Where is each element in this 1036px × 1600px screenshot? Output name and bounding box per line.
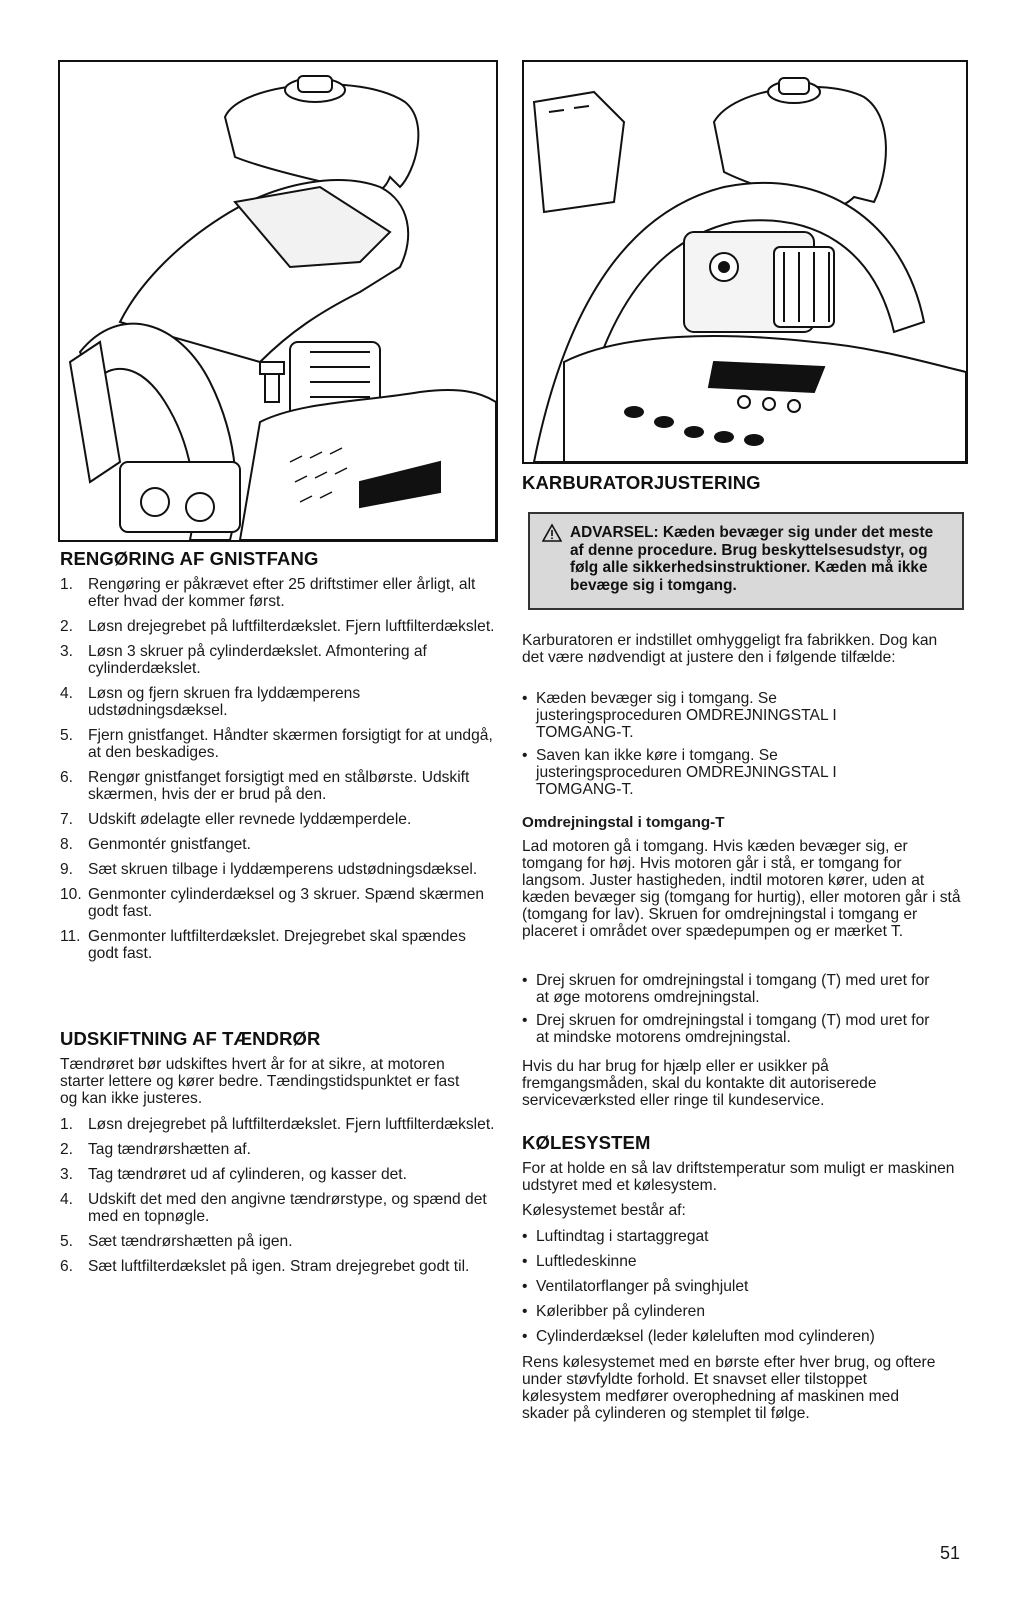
help-text: Hvis du har brug for hjælp eller er usikker på fremgangsmåden, skal du kontakte dit autoriserede serviceværksted eller ringe til kundeservice. [522, 1058, 877, 1109]
list-item: • Drej skruen for omdrejningstal i tomgang (T) mod uret for at mindske motorens omdrejningstal. [522, 1012, 942, 1046]
list-item: 8. Genmontér gnistfanget. [60, 836, 251, 853]
list-item: 2. Løsn drejegrebet på luftfilterdækslet. Fjern luftfilterdækslet. [60, 618, 495, 635]
cooling-bullets [522, 1228, 962, 1353]
idle-speed-bullets [522, 972, 942, 1052]
warning-triangle-icon [542, 523, 562, 543]
list-item: 7. Udskift ødelagte eller revnede lyddæmperdele. [60, 811, 412, 828]
figure-carburetor-adjustment [522, 60, 968, 464]
list-item: 2. Tag tændrørshætten af. [60, 1141, 251, 1158]
list-item: 5. Fjern gnistfanget. Håndter skærmen forsigtigt for at undgå, at den beskadiges. [60, 727, 493, 761]
list-item: • Luftledeskinne [522, 1253, 962, 1270]
list-item: 6. Sæt luftfilterdækslet på igen. Stram drejegrebet godt til. [60, 1258, 470, 1275]
section-title-spark-arrestor: RENGØRING AF GNISTFANG [60, 548, 319, 569]
section-title-spark-plug: UDSKIFTNING AF TÆNDRØR [60, 1028, 321, 1049]
chainsaw-air-filter-illustration [60, 62, 496, 540]
figure-air-filter-removal [58, 60, 498, 542]
list-item: • Kæden bevæger sig i tomgang. Se justeringsproceduren OMDREJNINGSTAL I TOMGANG-T. [522, 690, 922, 741]
section-title-cooling: KØLESYSTEM [522, 1132, 651, 1153]
cooling-intro: For at holde en så lav driftstemperatur som muligt er maskinen udstyret med et kølesystem. [522, 1160, 955, 1194]
list-item: 4. Løsn og fjern skruen fra lyddæmperens udstødningsdæksel. [60, 685, 361, 719]
list-item: 9. Sæt skruen tilbage i lyddæmperens udstødningsdæksel. [60, 861, 478, 878]
cooling-outro: Rens kølesystemet med en børste efter hver brug, og oftere under støvfyldte forhold. Et snavset eller tilstoppet kølesystem medfører overophedning af maskinen med skader på cylinderen og stemplet til følge. [522, 1354, 936, 1422]
carburetor-intro: Karburatoren er indstillet omhyggeligt fra fabrikken. Dog kan det være nødvendigt at justere den i følgende tilfælde: [522, 632, 938, 666]
list-item: 6. Rengør gnistfanget forsigtigt med en stålbørste. Udskift skærmen, hvis der er brud på den. [60, 769, 470, 803]
warning-box [528, 512, 964, 610]
list-item: • Ventilatorflanger på svinghjulet [522, 1278, 962, 1295]
spark-plug-steps [60, 1116, 500, 1283]
list-item: 3. Tag tændrøret ud af cylinderen, og kasser det. [60, 1166, 407, 1183]
list-item: 1. Løsn drejegrebet på luftfilterdækslet. Fjern luftfilterdækslet. [60, 1116, 495, 1133]
section-title-carburetor: KARBURATORJUSTERING [522, 472, 761, 493]
spark-plug-intro: Tændrøret bør udskiftes hvert år for at sikre, at motoren starter lettere og kører bedre. Tændingstidspunktet er fast og kan ikke justeres. [60, 1056, 460, 1107]
list-item: • Drej skruen for omdrejningstal i tomgang (T) med uret for at øge motorens omdrejningstal. [522, 972, 942, 1006]
list-item: • Køleribber på cylinderen [522, 1303, 962, 1320]
warning-text: ADVARSEL: Kæden bevæger sig under det meste af denne procedure. Brug beskyttelsesudstyr, og følg alle sikkerhedsinstruktioner. Kæden må ikke bevæge sig i tomgang. [570, 524, 934, 594]
spark-arrestor-steps [60, 576, 500, 970]
list-item: • Luftindtag i startaggregat [522, 1228, 962, 1245]
cooling-consists: Kølesystemet består af: [522, 1202, 686, 1219]
list-item: 10. Genmonter cylinderdæksel og 3 skruer. Spænd skærmen godt fast. [60, 886, 485, 920]
idle-speed-heading: Omdrejningstal i tomgang-T [522, 814, 725, 831]
list-item: • Cylinderdæksel (leder køleluften mod cylinderen) [522, 1328, 962, 1345]
list-item: 3. Løsn 3 skruer på cylinderdækslet. Afmontering af cylinderdækslet. [60, 643, 427, 677]
chainsaw-carburetor-illustration [524, 62, 966, 462]
list-item: • Saven kan ikke køre i tomgang. Se justeringsproceduren OMDREJNINGSTAL I TOMGANG-T. [522, 747, 922, 798]
idle-speed-text: Lad motoren gå i tomgang. Hvis kæden bevæger sig, er tomgang for høj. Hvis motoren går i stå, er tomgang for langsom. Juster hastigheden, indtil motoren kører, uden at kæden bevæger sig (tomgang for hurtig), eller motoren går i stå (tomgang for lav). Skruen for omdrejningstal i tomgang er placeret i området over spædepumpen og er mærket T. [522, 838, 961, 940]
carburetor-bullets [522, 690, 922, 804]
page-number: 51 [940, 1543, 961, 1563]
list-item: 5. Sæt tændrørshætten på igen. [60, 1233, 293, 1250]
list-item: 4. Udskift det med den angivne tændrørstype, og spænd det med en topnøgle. [60, 1191, 487, 1225]
list-item: 1. Rengøring er påkrævet efter 25 driftstimer eller årligt, alt efter hvad der kommer først. [60, 576, 476, 610]
list-item: 11. Genmonter luftfilterdækslet. Drejegrebet skal spændes godt fast. [60, 928, 466, 962]
